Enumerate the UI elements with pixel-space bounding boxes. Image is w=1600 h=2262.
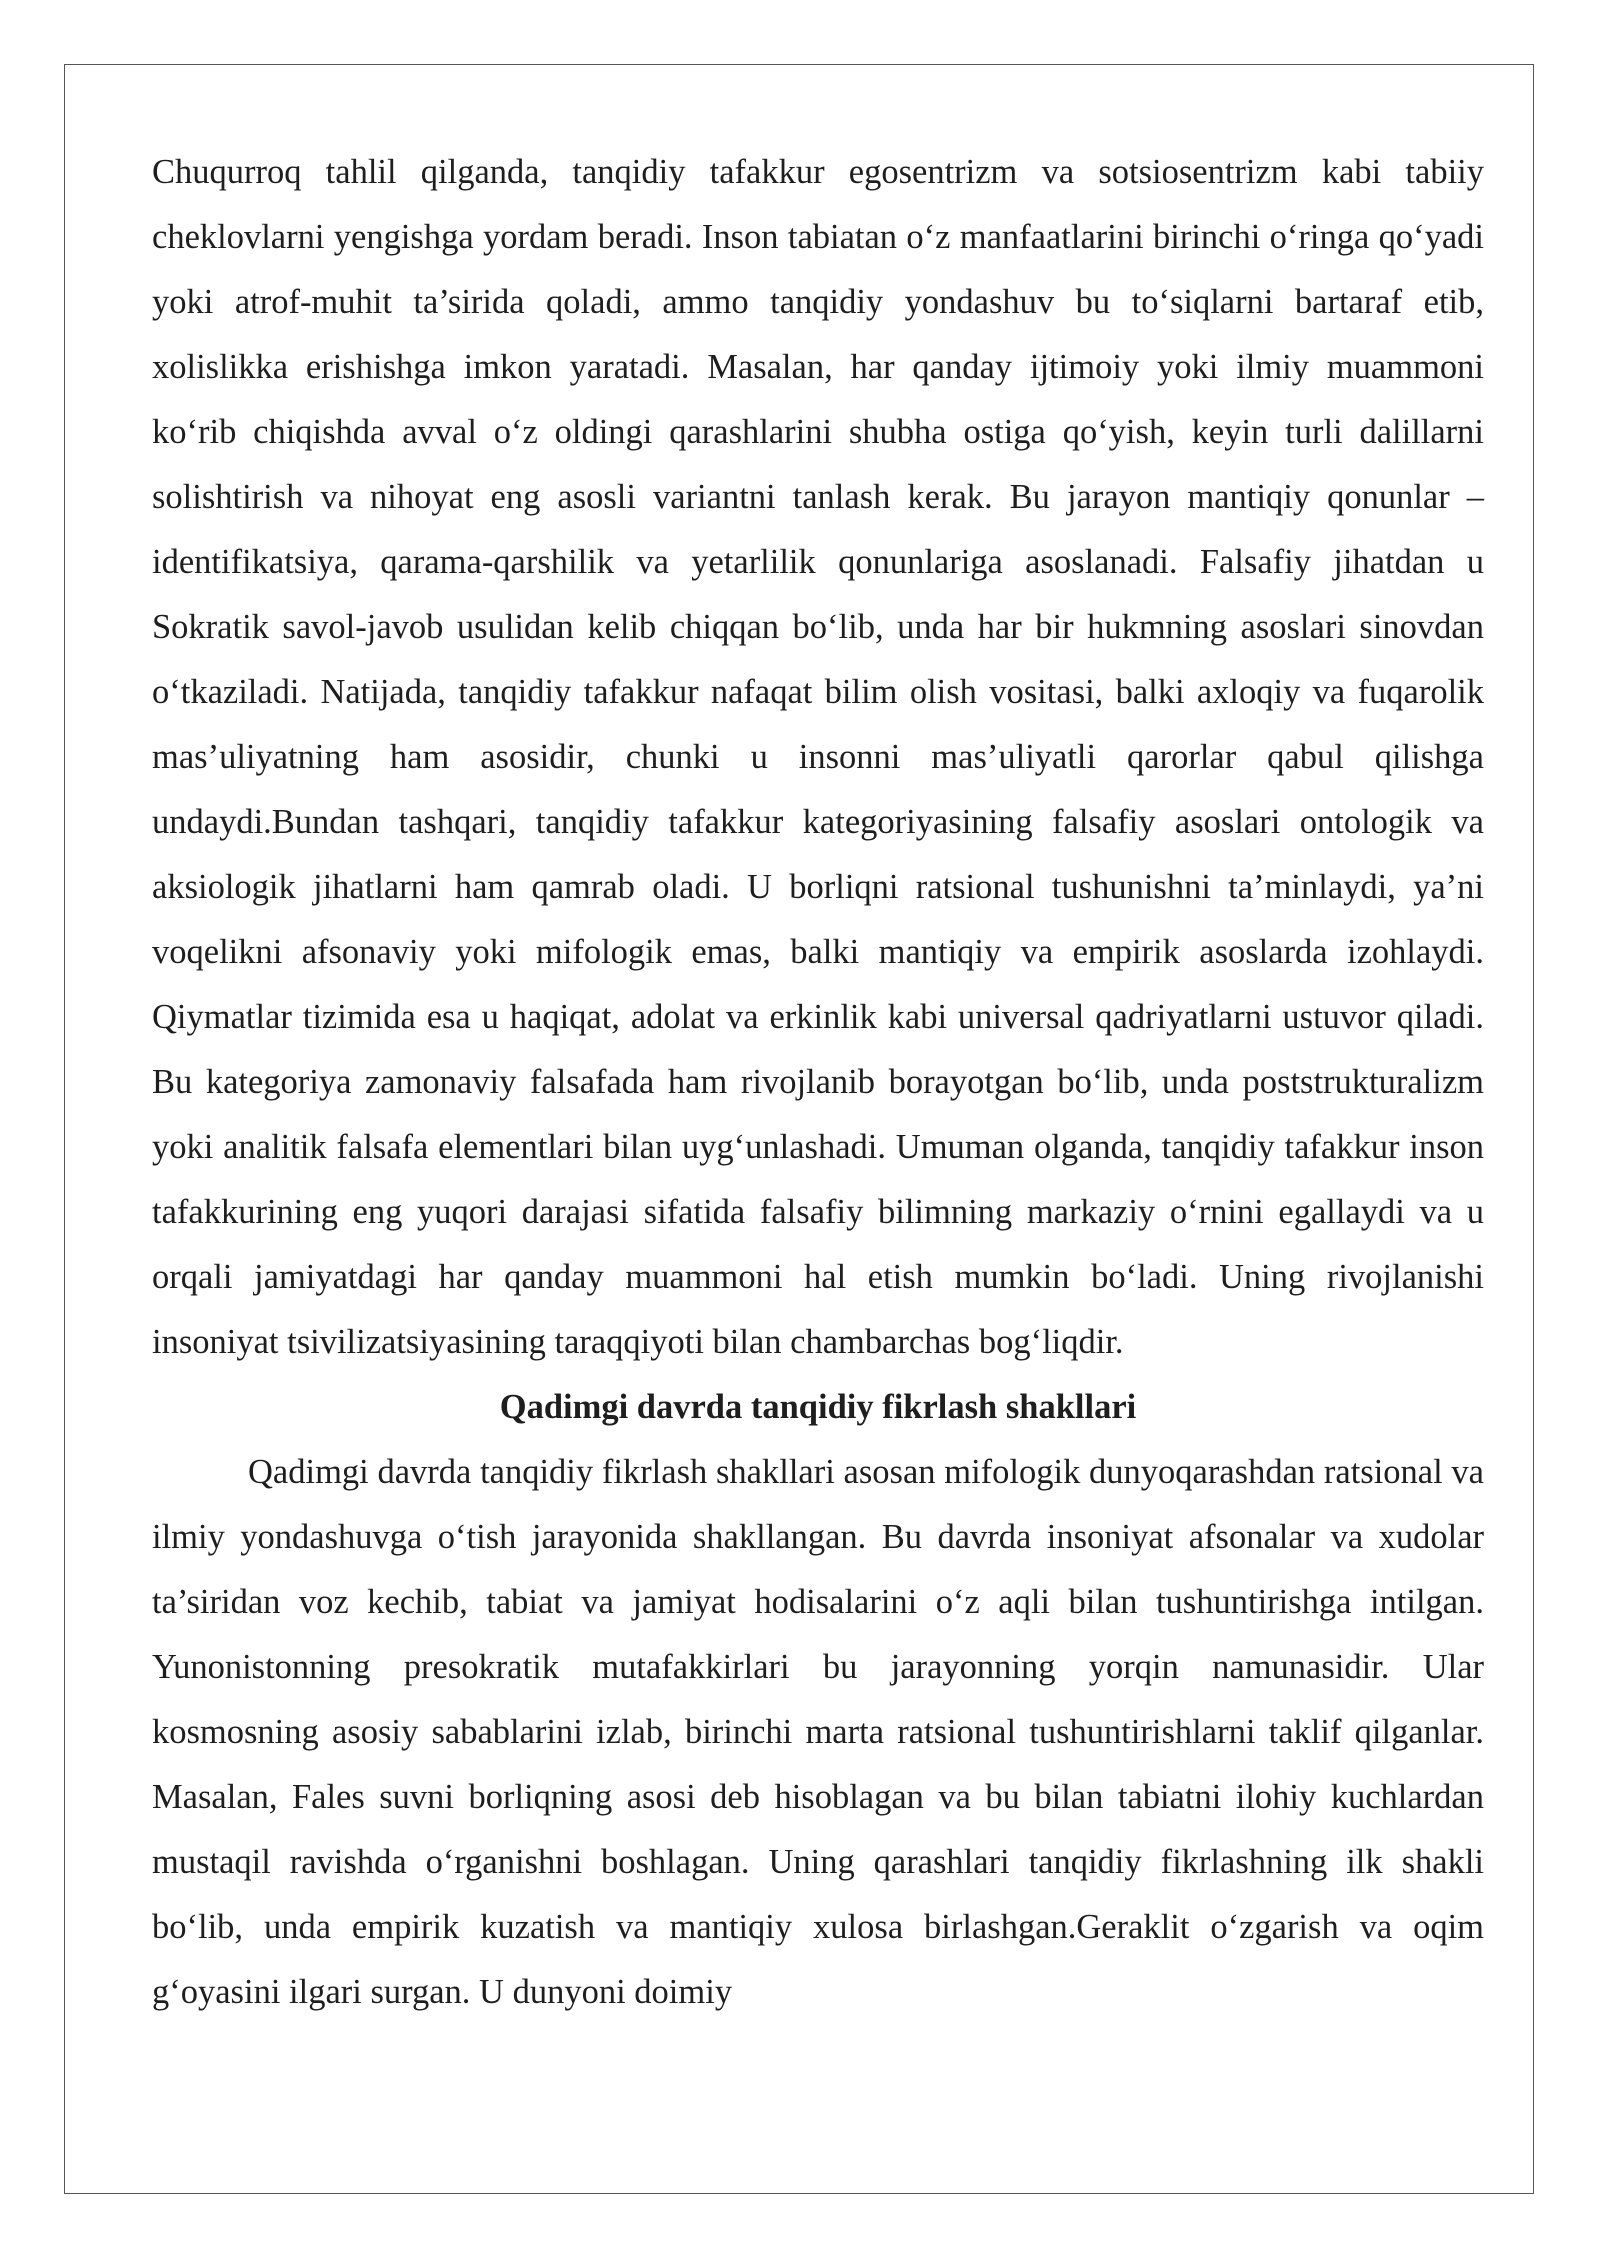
section-paragraph: Qadimgi davrda tanqidiy fikrlash shakllari asosan mifologik dunyoqarashdan ratsional va ilmiy yondashuvga o‘tish jarayonida shakllangan. Bu davrda insoniyat afsonalar va xudolar ta’siridan voz kechib, tabiat va jamiyat hodisalarini o‘z aqli bilan tushuntirishga intilgan. Yunonistonning presokratik mutafakkirlari bu jarayonning yorqin namunasidir. Ular kosmosning asosiy sabablarini izlab, birinchi marta ratsional tushuntirishlarni taklif qilganlar. Masalan, Fales suvni borliqning asosi deb hisoblagan va bu bilan tabiatni ilohiy kuchlardan mustaqil ravishda o‘rganishni boshlagan. Uning qarashlari tanqidiy fikrlashning ilk shakli bo‘lib, unda empirik kuzatish va mantiqiy xulosa birlashgan.Geraklit o‘zgarish va oqim g‘oyasini ilgari surgan. U dunyoni doimiy (152, 1453, 1484, 2011)
document-body (152, 140, 1484, 2025)
section-heading: Qadimgi davrda tanqidiy fikrlash shakllari (499, 1388, 1137, 1426)
body-paragraph: Chuqurroq tahlil qilganda, tanqidiy tafakkur egosentrizm va sotsiosentrizm kabi tabiiy cheklovlarni yengishga yordam beradi. Inson tabiatan o‘z manfaatlarini birinchi o‘ringa qo‘yadi yoki atrof-muhit ta’sirida qoladi, ammo tanqidiy yondashuv bu to‘siqlarni bartaraf etib, xolislikka erishishga imkon yaratadi. Masalan, har qanday ijtimoiy yoki ilmiy muammoni ko‘rib chiqishda avval o‘z oldingi qarashlarini shubha ostiga qo‘yish, keyin turli dalillarni solishtirish va nihoyat eng asosli variantni tanlash kerak. Bu jarayon mantiqiy qonunlar – identifikatsiya, qarama-qarshilik va yetarlilik qonunlariga asoslanadi. Falsafiy jihatdan u Sokratik savol-javob usulidan kelib chiqqan bo‘lib, unda har bir hukmning asoslari sinovdan o‘tkaziladi. Natijada, tanqidiy tafakkur nafaqat bilim olish vositasi, balki axloqiy va fuqarolik mas’uliyatning ham asosidir, chunki u insonni mas’uliyatli qarorlar qabul qilishga undaydi.Bundan tashqari, tanqidiy tafakkur kategoriyasining falsafiy asoslari ontologik va aksiologik jihatlarni ham qamrab oladi. U borliqni ratsional tushunishni ta’minlaydi, ya’ni voqelikni afsonaviy yoki mifologik emas, balki mantiqiy va empirik asoslarda izohlaydi. Qiymatlar tizimida esa u haqiqat, adolat va erkinlik kabi universal qadriyatlarni ustuvor qiladi. Bu kategoriya zamonaviy falsafada ham rivojlanib borayotgan bo‘lib, unda poststrukturalizm yoki analitik falsafa elementlari bilan uyg‘unlashadi. Umuman olganda, tanqidiy tafakkur inson tafakkurining eng yuqori darajasi sifatida falsafiy bilimning markaziy o‘rnini egallaydi va u orqali jamiyatdagi har qanday muammoni hal etish mumkin bo‘ladi. Uning rivojlanishi insoniyat tsivilizatsiyasining taraqqiyoti bilan chambarchas bog‘liqdir. (152, 153, 1484, 1361)
